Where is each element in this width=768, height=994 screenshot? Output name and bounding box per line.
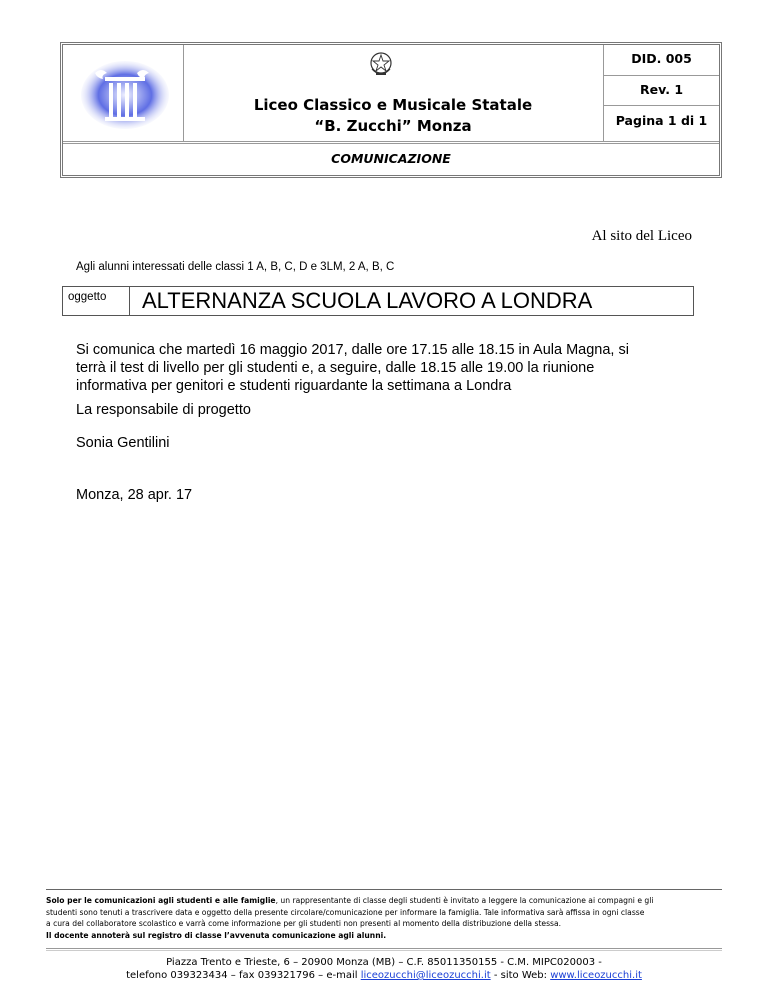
recipient-site: Al sito del Liceo [591, 228, 692, 244]
school-name-line1: Liceo Classico e Musicale Statale [253, 96, 533, 114]
document-code: DID. 005 [631, 51, 692, 66]
footer-divider [46, 948, 722, 951]
header-divider [63, 141, 719, 144]
header-divider [603, 105, 719, 106]
footer-note-text: a cura del collaboratore scolastico e varrà come informazione per gli studenti non presenti al momento della distribuzione della stessa. [46, 919, 562, 929]
republic-emblem-icon [369, 51, 393, 82]
footer-note-text: , un rappresentante di classe degli studenti è invitato a leggere la comunicazione ai compagni e gli [275, 896, 654, 905]
website-link[interactable]: www.liceozucchi.it [550, 970, 642, 981]
recipients: Agli alunni interessati delle classi 1 A, B, C, D e 3LM, 2 A, B, C [76, 261, 395, 273]
signature-name: Sonia Gentilini [76, 435, 170, 451]
footer-note-text: studenti sono tenuti a trascrivere data e oggetto della presente circolare/comunicazione per informare la famiglia. Tale informativa sarà affissa in ogni classe [46, 907, 645, 917]
subject-label: oggetto [62, 286, 130, 316]
footer-note [46, 895, 722, 941]
body-text [76, 341, 686, 395]
document-type: COMUNICAZIONE [331, 151, 451, 166]
document-page: Pagina 1 di 1 [615, 113, 708, 128]
subject-row [62, 286, 694, 316]
footer-divider [46, 889, 722, 890]
email-link[interactable]: liceozucchi@liceozucchi.it [360, 970, 491, 981]
school-logo-icon [77, 55, 173, 136]
address-line: Piazza Trento e Trieste, 6 – 20900 Monza (MB) – C.F. 85011350155 - C.M. MIPC020003 - [166, 957, 602, 968]
header-divider [603, 75, 719, 76]
footer-note-bold: Il docente annoterà sul registro di classe l’avvenuta comunicazione agli alunni. [46, 930, 387, 940]
school-name [183, 95, 603, 137]
subject-title: ALTERNANZA SCUOLA LAVORO A LONDRA [130, 286, 694, 316]
body-line: Si comunica che martedì 16 maggio 2017, dalle ore 17.15 alle 18.15 in Aula Magna, si [76, 342, 629, 358]
footer-note-bold: Solo per le comunicazioni agli studenti e alle famiglie [46, 896, 276, 905]
school-name-line2: “B. Zucchi” Monza [314, 117, 472, 135]
body-line: informativa per genitori e studenti riguardante la settimana a Londra [76, 378, 512, 394]
place-date: Monza, 28 apr. 17 [76, 487, 193, 503]
body-line: terrà il test di livello per gli studenti e, a seguire, dalle 18.15 alle 19.00 la riunione [76, 360, 595, 376]
address-separator: - sito Web: [490, 970, 551, 981]
address-contacts: telefono 039323434 – fax 039321796 – e-mail [126, 970, 361, 981]
signature-role: La responsabile di progetto [76, 402, 251, 418]
document-header [60, 42, 722, 178]
document-revision: Rev. 1 [639, 82, 684, 97]
school-address [46, 956, 722, 982]
